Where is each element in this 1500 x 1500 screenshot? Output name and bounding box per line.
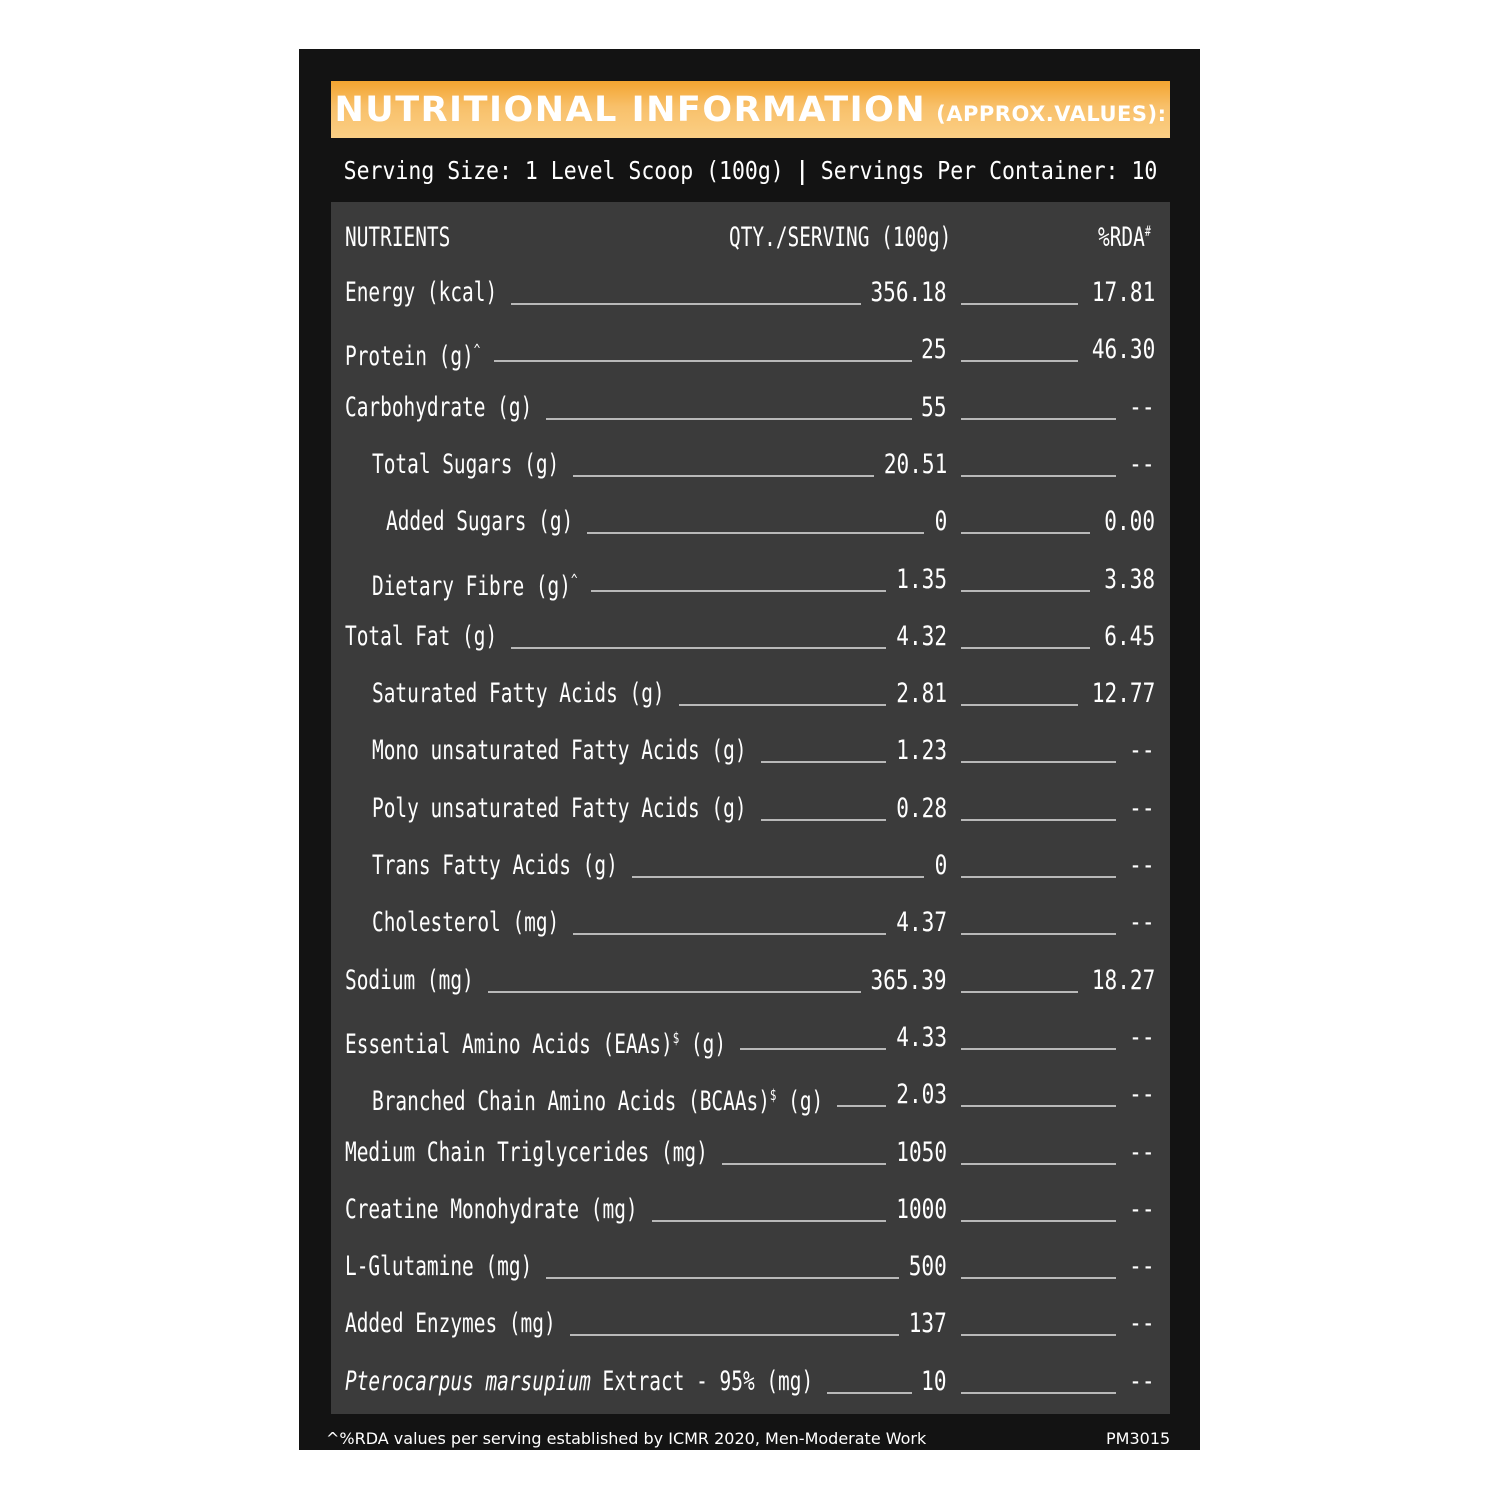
leader-line (961, 1048, 1116, 1050)
nutrient-rda: 46.30 (1091, 334, 1155, 366)
nutrient-row (331, 617, 1170, 657)
leader-line (546, 418, 911, 420)
nutrient-name: Protein (g)^ (345, 341, 481, 373)
leader-line (961, 418, 1116, 420)
nutrition-panel (299, 49, 1200, 1450)
nutrient-name: Poly unsaturated Fatty Acids (g) (372, 792, 747, 824)
nutrient-rda: 17.81 (1091, 277, 1155, 308)
nutrient-qty: 1.35 (896, 563, 947, 595)
leader-line (546, 1277, 899, 1279)
nutrient-name: Essential Amino Acids (EAAs)$ (g) (345, 1028, 727, 1060)
nutrient-qty: 0 (934, 506, 947, 538)
nutrient-name: Total Fat (g) (345, 620, 498, 652)
nutrient-row (331, 560, 1170, 600)
serving-info (343, 145, 1158, 195)
nutrient-rda: -- (1129, 907, 1155, 939)
leader-line (761, 819, 887, 821)
leader-line (573, 475, 873, 477)
banner-title: NUTRITIONAL INFORMATION (334, 89, 927, 130)
nutrient-name: Saturated Fatty Acids (g) (372, 678, 665, 710)
leader-line (587, 532, 924, 534)
nutrient-qty: 1.23 (896, 735, 947, 767)
nutrient-rda: 6.45 (1104, 620, 1155, 652)
nutrient-qty: 0 (934, 850, 947, 881)
nutrient-row (331, 502, 1170, 542)
nutrient-name: Mono unsaturated Fatty Acids (g) (372, 735, 747, 767)
nutrient-rda: 3.38 (1104, 563, 1155, 595)
nutrient-name: Pterocarpus marsupium Extract - 95% (mg) (345, 1365, 814, 1397)
header-nutrients: NUTRIENTS (345, 222, 451, 253)
leader-line (961, 532, 1090, 534)
nutrient-mark: $ (769, 1086, 777, 1105)
nutrient-qty: 4.32 (896, 620, 947, 652)
nutrient-row (331, 789, 1170, 829)
header-rda-mark: # (1144, 224, 1151, 240)
nutrient-rda: -- (1129, 448, 1155, 480)
nutrient-name: Cholesterol (mg) (372, 907, 560, 939)
serving-separator: | (795, 155, 809, 185)
nutrient-qty: 1050 (896, 1136, 947, 1168)
nutrient-name: Medium Chain Triglycerides (mg) (345, 1136, 708, 1168)
leader-line (961, 1163, 1116, 1165)
nutrient-rda: -- (1129, 1365, 1155, 1397)
leader-line (511, 647, 886, 649)
nutrient-qty: 365.39 (870, 964, 947, 996)
nutrient-qty: 55 (921, 391, 947, 423)
nutrient-rda: -- (1129, 1021, 1155, 1053)
nutrient-row (331, 330, 1170, 373)
nutrient-name: Sodium (mg) (345, 964, 474, 996)
nutrient-row (331, 1304, 1170, 1344)
nutrient-qty: 137 (908, 1308, 947, 1340)
nutrient-rda: 0.00 (1104, 506, 1155, 538)
nutrient-row (331, 674, 1170, 714)
leader-line (827, 1392, 911, 1394)
nutrient-name: Energy (kcal) (345, 277, 498, 308)
leader-line (494, 360, 911, 362)
nutrient-row (331, 1362, 1170, 1402)
leader-line (961, 1220, 1116, 1222)
nutrient-qty: 4.37 (896, 907, 947, 939)
nutrient-rda: -- (1129, 1193, 1155, 1225)
product-code: PM3015 (1106, 1429, 1171, 1448)
nutrient-row (331, 846, 1170, 886)
nutrient-qty: 10 (921, 1365, 947, 1397)
leader-line (652, 1220, 887, 1222)
nutrient-row (331, 1075, 1170, 1118)
leader-line (488, 991, 861, 993)
nutrient-name: Creatine Monohydrate (mg) (345, 1193, 638, 1225)
leader-line (632, 876, 925, 878)
nutrient-qty: 2.81 (896, 678, 947, 710)
leader-line (961, 761, 1116, 763)
serving-size: Serving Size: 1 Level Scoop (100g) (343, 155, 784, 185)
leader-line (961, 819, 1116, 821)
nutrient-rda: -- (1129, 1136, 1155, 1168)
nutrient-name: Total Sugars (g) (372, 448, 560, 480)
nutrient-rda: -- (1129, 391, 1155, 423)
nutrient-mark: ^ (473, 341, 481, 360)
nutrient-name: Added Enzymes (mg) (345, 1308, 556, 1340)
leader-line (511, 303, 861, 305)
nutrient-mark: $ (672, 1028, 680, 1047)
nutrient-name: Trans Fatty Acids (g) (372, 850, 618, 881)
nutrient-name: Carbohydrate (g) (345, 391, 533, 423)
nutrient-row (331, 273, 1170, 313)
leader-line (961, 647, 1090, 649)
leader-line (837, 1105, 886, 1107)
nutrient-name-italic: Pterocarpus marsupium (345, 1365, 591, 1397)
nutrient-name: L-Glutamine (mg) (345, 1251, 533, 1283)
nutrient-qty: 0.28 (896, 792, 947, 824)
nutrient-qty: 1000 (896, 1193, 947, 1225)
nutrient-qty: 356.18 (870, 277, 947, 308)
header-rda (1098, 222, 1151, 253)
leader-line (591, 590, 886, 592)
leader-line (961, 1334, 1116, 1336)
nutrient-row (331, 445, 1170, 485)
nutrient-rda: 18.27 (1091, 964, 1155, 996)
leader-line (740, 1048, 886, 1050)
leader-line (570, 1334, 899, 1336)
leader-line (961, 1277, 1116, 1279)
nutrient-rda: -- (1129, 792, 1155, 824)
nutrient-name: Added Sugars (g) (386, 506, 574, 538)
leader-line (961, 1105, 1116, 1107)
nutrient-row (331, 1190, 1170, 1230)
nutrient-row (331, 903, 1170, 943)
nutrient-qty: 4.33 (896, 1021, 947, 1053)
leader-line (961, 933, 1116, 935)
nutrient-row (331, 1018, 1170, 1058)
leader-line (722, 1163, 886, 1165)
nutrition-banner (331, 81, 1170, 138)
banner-subtitle: (APPROX.VALUES): (936, 101, 1167, 126)
nutrient-qty: 2.03 (896, 1079, 947, 1111)
nutrient-row (331, 1133, 1170, 1173)
servings-per-container: Servings Per Container: 10 (820, 155, 1158, 185)
leader-line (573, 933, 886, 935)
nutrient-row (331, 731, 1170, 771)
leader-line (961, 991, 1078, 993)
nutrient-name: Branched Chain Amino Acids (BCAAs)$ (g) (372, 1086, 824, 1118)
nutrient-row (331, 961, 1170, 1001)
leader-line (679, 704, 887, 706)
nutrient-qty: 25 (921, 334, 947, 366)
footnote: ^%RDA values per serving established by ICMR 2020, Men-Moderate Work (326, 1429, 927, 1448)
nutrient-name: Dietary Fibre (g)^ (372, 570, 578, 602)
nutrient-rda: -- (1129, 1251, 1155, 1283)
nutrient-rda: -- (1129, 1308, 1155, 1340)
nutrient-rda: 12.77 (1091, 678, 1155, 710)
nutrient-rda: -- (1129, 850, 1155, 881)
nutrient-mark: ^ (570, 570, 578, 589)
leader-line (961, 876, 1116, 878)
leader-line (961, 475, 1116, 477)
leader-line (961, 1392, 1116, 1394)
header-rda-label: %RDA (1098, 222, 1145, 253)
nutrient-row (331, 388, 1170, 428)
nutrient-qty: 500 (908, 1251, 947, 1283)
header-qty: QTY./SERVING (100g) (729, 222, 952, 253)
nutrient-rda: -- (1129, 1079, 1155, 1111)
leader-line (961, 590, 1090, 592)
leader-line (961, 704, 1078, 706)
nutrition-table (331, 202, 1170, 1414)
leader-line (961, 360, 1078, 362)
leader-line (961, 303, 1078, 305)
nutrient-qty: 20.51 (883, 448, 947, 480)
leader-line (761, 761, 887, 763)
nutrient-row (331, 1247, 1170, 1287)
nutrient-rda: -- (1129, 735, 1155, 767)
